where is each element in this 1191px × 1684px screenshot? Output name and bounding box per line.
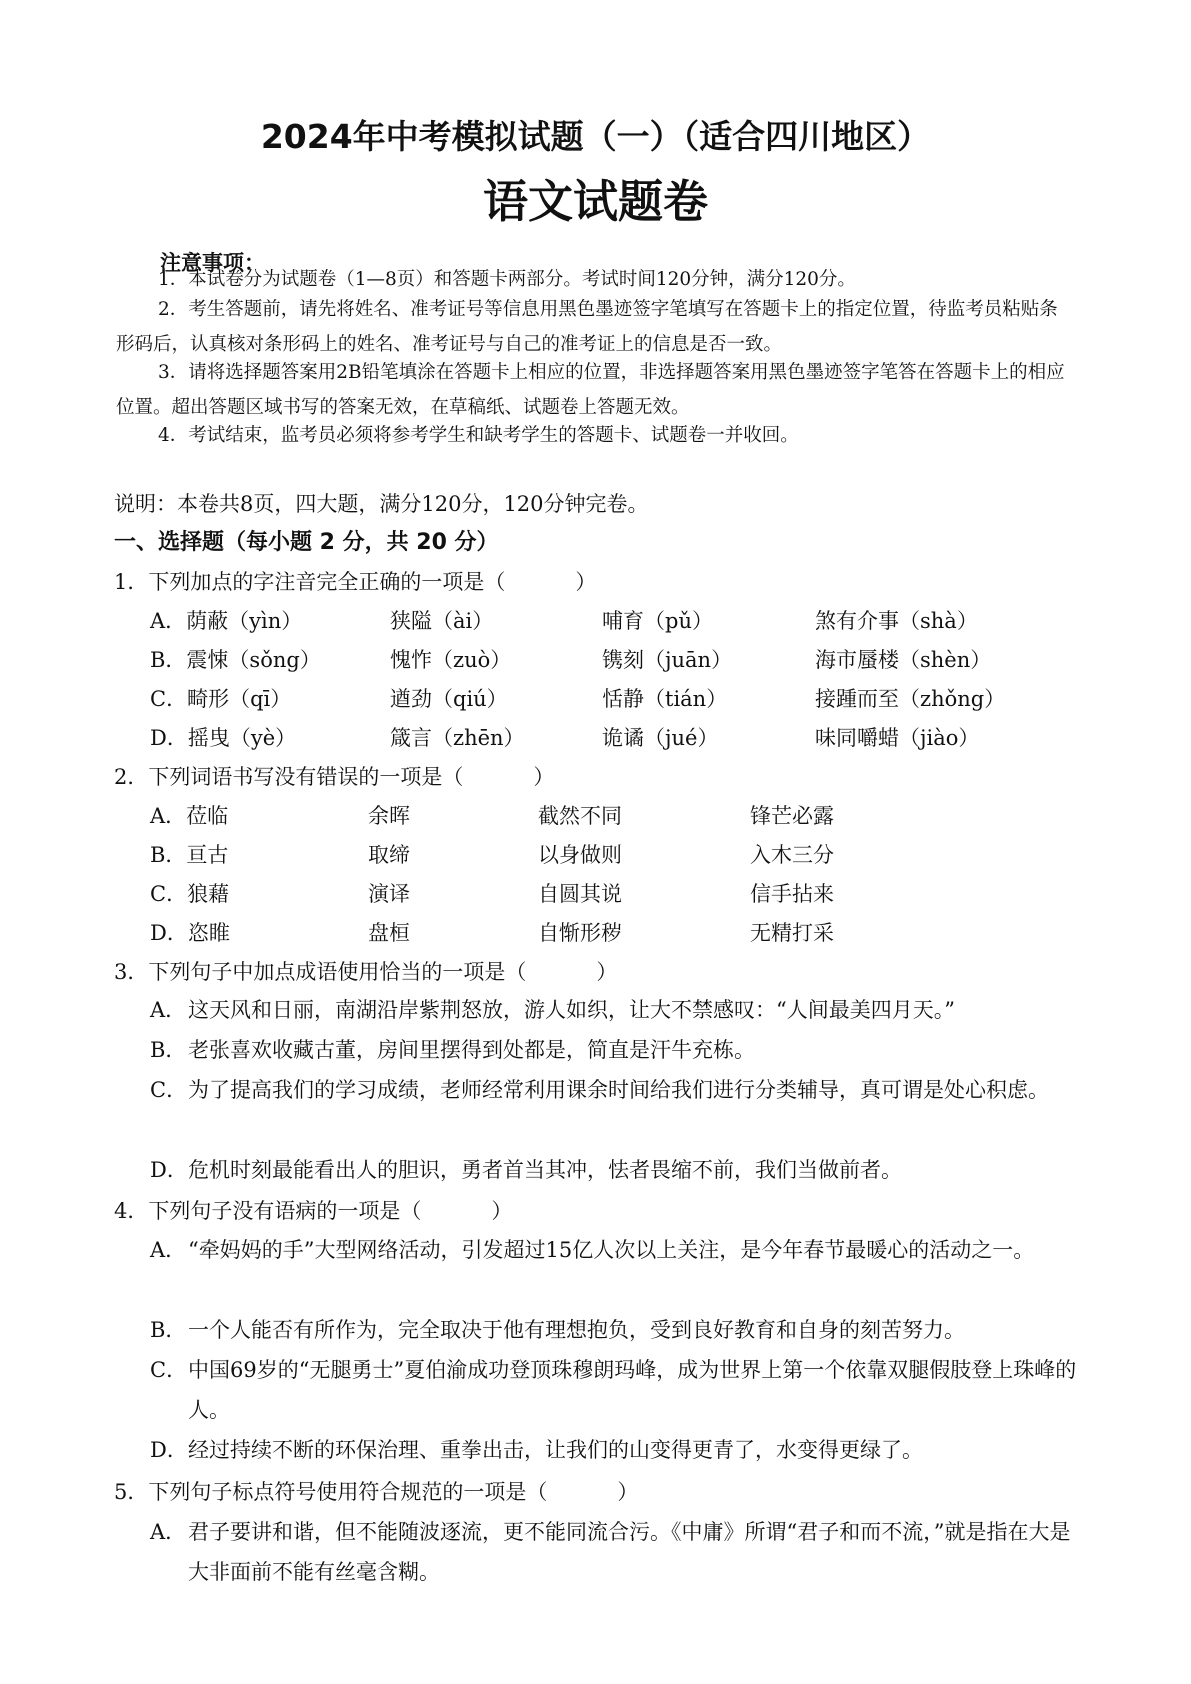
option-cell: 狭隘（ài） (390, 609, 494, 633)
question-4-stem: 4．下列句子没有语病的一项是（ ） (114, 1199, 513, 1223)
option-cell: 无精打采 (750, 921, 834, 945)
question-1-stem: 1．下列加点的字注音完全正确的一项是（ ） (114, 570, 597, 594)
option-cell: 恬静（tián） (602, 687, 728, 711)
notice-item-3: 3．请将选择题答案用2B铅笔填涂在答题卡上相应的位置，非选择题答案用黑色墨迹签字笔答在答题卡上的相应位置。超出答题区域书写的答案无效，在草稿纸、试题卷上答题无效。 (116, 362, 1065, 418)
option-cell: 海市蜃楼（shèn） (815, 648, 992, 672)
option-cell: 箴言（zhēn） (390, 726, 525, 750)
option-cell: C．狼藉 (150, 882, 230, 906)
option-cell: 遒劲（qiú） (390, 687, 508, 711)
option-cell: B．震悚（sǒng） (150, 648, 321, 672)
q3-option-a: A． 这天风和日丽，南湖沿岸紫荆怒放，游人如织，让大不禁感叹：“人间最美四月天。” (150, 998, 955, 1022)
option-cell: 盘桓 (368, 921, 410, 945)
notice-item-4: 4．考试结束，监考员必须将参考学生和缺考学生的答题卡、试题卷一并收回。 (158, 425, 799, 446)
option-cell: 接踵而至（zhǒng） (815, 687, 1006, 711)
q5-option-a: A． 君子要讲和谐，但不能随波逐流，更不能同流合污。《中庸》所谓“君子和而不流，”就是指在大是大非面前不能有丝毫含糊。 (150, 1520, 1071, 1584)
option-cell: 镌刻（juān） (602, 648, 733, 672)
option-cell: 自惭形秽 (538, 921, 622, 945)
option-cell: 余晖 (368, 804, 410, 828)
option-cell: 截然不同 (538, 804, 622, 828)
notice-heading: 注意事项： (160, 251, 265, 275)
option-cell: 自圆其说 (538, 882, 622, 906)
option-cell: 味同嚼蜡（jiào） (815, 726, 980, 750)
option-cell: D．恣睢 (150, 921, 230, 945)
option-cell: 哺育（pǔ） (602, 609, 713, 633)
option-cell: 煞有介事（shà） (815, 609, 978, 633)
q4-option-b: B． 一个人能否有所作为，完全取决于他有理想抱负，受到良好教育和自身的刻苦努力。 (150, 1318, 965, 1342)
exam-title: 2024年中考模拟试题（一）（适合四川地区） (260, 117, 931, 156)
q3-option-d: D． 危机时刻最能看出人的胆识，勇者首当其冲，怯者畏缩不前，我们当做前者。 (150, 1158, 902, 1182)
q4-option-a: A． “牵妈妈的手”大型网络活动，引发超过15亿人次以上关注，是今年春节最暖心的活动之一。 (150, 1238, 1035, 1262)
option-cell: A．荫蔽（yìn） (150, 609, 303, 633)
option-cell: 信手拈来 (750, 882, 834, 906)
option-cell: 取缔 (368, 843, 410, 867)
q4-option-d: D． 经过持续不断的环保治理、重拳出击，让我们的山变得更青了，水变得更绿了。 (150, 1438, 923, 1462)
option-cell: B．亘古 (150, 843, 229, 867)
option-cell: 愧怍（zuò） (390, 648, 512, 672)
notice-item-2: 2．考生答题前，请先将姓名、准考证号等信息用黑色墨迹签字笔填写在答题卡上的指定位置，待监考员粘贴条形码后，认真核对条形码上的姓名、准考证号与自己的准考证上的信息是否一致。 (116, 299, 1058, 355)
option-cell: 诡谲（jué） (602, 726, 719, 750)
q4-option-c: C． 中国69岁的“无腿勇士”夏伯渝成功登顶珠穆朗玛峰，成为世界上第一个依靠双腿假肢登上珠峰的人。 (150, 1358, 1077, 1422)
option-cell: C．畸形（qī） (150, 687, 292, 711)
q3-option-c: C． 为了提高我们的学习成绩，老师经常利用课余时间给我们进行分类辅导，真可谓是处心积虑。 (150, 1078, 1049, 1102)
question-2-stem: 2．下列词语书写没有错误的一项是（ ） (114, 765, 555, 789)
option-cell: D．摇曳（yè） (150, 726, 297, 750)
exam-subtitle: 语文试题卷 (482, 175, 708, 228)
option-cell: 锋芒必露 (750, 804, 834, 828)
option-cell: 演译 (368, 882, 410, 906)
notice-item-1: 1．本试卷分为试题卷（1—8页）和答题卡两部分。考试时间120分钟，满分120分。 (158, 269, 856, 290)
question-3-stem: 3．下列句子中加点成语使用恰当的一项是（ ） (114, 960, 618, 984)
exam-remark: 说明：本卷共8页，四大题，满分120分，120分钟完卷。 (114, 492, 649, 516)
option-cell: A．莅临 (150, 804, 229, 828)
question-5-stem: 5．下列句子标点符号使用符合规范的一项是（ ） (114, 1480, 639, 1504)
option-cell: 入木三分 (750, 843, 834, 867)
option-cell: 以身做则 (538, 843, 622, 867)
section-heading: 一、选择题（每小题 2 分，共 20 分） (114, 530, 499, 555)
q3-option-b: B． 老张喜欢收藏古董，房间里摆得到处都是，简直是汗牛充栋。 (150, 1038, 755, 1062)
